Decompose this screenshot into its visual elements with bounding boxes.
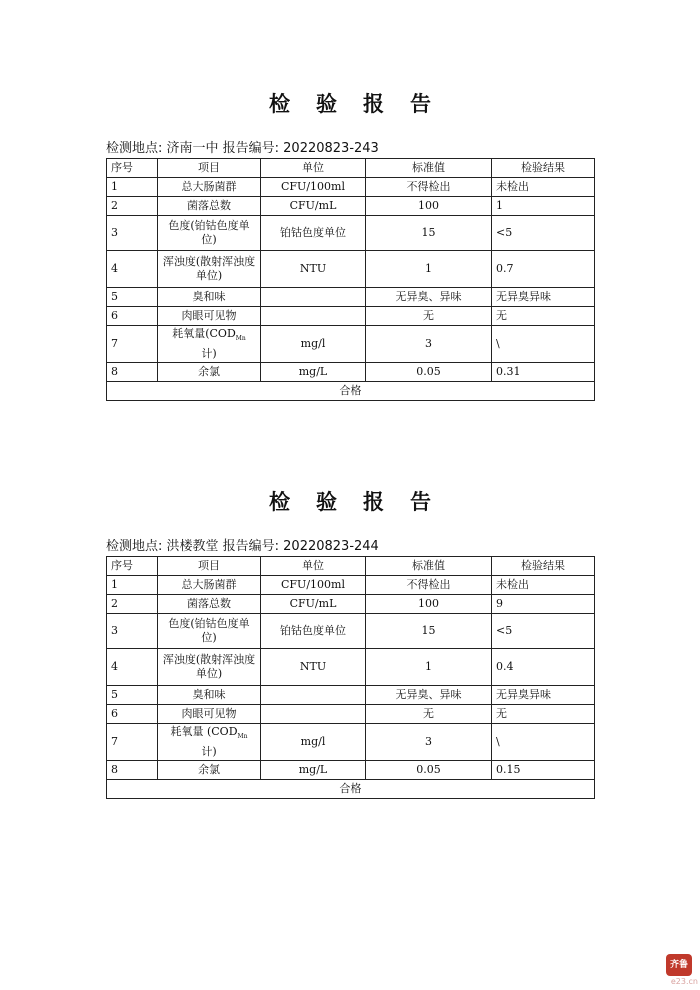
table-cell: 3 [366, 326, 492, 363]
table-cell: mg/L [261, 363, 366, 382]
table-cell: 4 [107, 251, 158, 288]
table-cell: CFU/mL [261, 197, 366, 216]
table-cell: 7 [107, 724, 158, 761]
table-cell: mg/l [261, 326, 366, 363]
table-cell: 未检出 [492, 576, 595, 595]
conclusion-row [107, 382, 595, 401]
table-cell: 100 [366, 595, 492, 614]
table-row [107, 576, 595, 595]
table-row [107, 705, 595, 724]
table-cell: 0.05 [366, 761, 492, 780]
header-cell: 标准值 [366, 557, 492, 576]
table-row [107, 251, 595, 288]
table-row [107, 649, 595, 686]
table-cell: 耗氧量($COD_{Mn}$ 计) [158, 326, 261, 363]
conclusion-cell: 合格 [107, 382, 595, 401]
conclusion-row [107, 780, 595, 799]
table-cell: 不得检出 [366, 576, 492, 595]
table-cell: 菌落总数 [158, 595, 261, 614]
table-row [107, 724, 595, 761]
report-meta: 检测地点: 洪楼教堂 报告编号: 20220823-244 [106, 539, 379, 554]
table-cell: 未检出 [492, 178, 595, 197]
table-row [107, 614, 595, 649]
table-cell: 臭和味 [158, 686, 261, 705]
header-cell: 序号 [107, 159, 158, 178]
table-cell: 7 [107, 326, 158, 363]
table-cell [261, 307, 366, 326]
table-cell: 臭和味 [158, 288, 261, 307]
watermark-stamp-icon: 齐鲁 [666, 954, 692, 976]
table-header-row [107, 557, 595, 576]
table-cell: 菌落总数 [158, 197, 261, 216]
inspection-table [106, 158, 595, 401]
table-cell: mg/l [261, 724, 366, 761]
table-cell: 0.05 [366, 363, 492, 382]
table-cell: 1 [366, 649, 492, 686]
table-cell: 铂钴色度单位 [261, 216, 366, 251]
table-cell: 浑浊度(散射浑浊度单位) [158, 649, 261, 686]
table-cell: 耗氧量 ($COD_{Mn}$ 计) [158, 724, 261, 761]
table-cell: 无异臭、异味 [366, 686, 492, 705]
table-row [107, 216, 595, 251]
table-cell [261, 686, 366, 705]
table-cell: 余氯 [158, 363, 261, 382]
table-cell: 无异臭、异味 [366, 288, 492, 307]
table-cell: 0.4 [492, 649, 595, 686]
table-cell: \ [492, 724, 595, 761]
table-cell: 2 [107, 197, 158, 216]
inspection-table [106, 556, 595, 799]
report-title: 检验报告 [269, 91, 457, 116]
table-cell: 不得检出 [366, 178, 492, 197]
table-cell: 9 [492, 595, 595, 614]
header-cell: 单位 [261, 159, 366, 178]
table-cell: 3 [366, 724, 492, 761]
table-cell: 6 [107, 705, 158, 724]
table-cell: 1 [366, 251, 492, 288]
table-cell: 6 [107, 307, 158, 326]
table-cell: CFU/100ml [261, 178, 366, 197]
table-cell: CFU/mL [261, 595, 366, 614]
table-cell: 肉眼可见物 [158, 307, 261, 326]
table-cell: 总大肠菌群 [158, 576, 261, 595]
table-cell: 8 [107, 761, 158, 780]
table-cell: \ [492, 326, 595, 363]
table-cell [261, 288, 366, 307]
table-cell: 1 [492, 197, 595, 216]
report-2 [106, 486, 594, 799]
header-cell: 检验结果 [492, 159, 595, 178]
table-row [107, 686, 595, 705]
table-cell: 15 [366, 614, 492, 649]
table-cell: 余氯 [158, 761, 261, 780]
table-cell: 3 [107, 614, 158, 649]
table-cell: 0.7 [492, 251, 595, 288]
table-cell: 无 [492, 307, 595, 326]
conclusion-cell: 合格 [107, 780, 595, 799]
table-cell: <5 [492, 216, 595, 251]
table-cell: 0.15 [492, 761, 595, 780]
report-title: 检验报告 [269, 489, 457, 514]
table-cell [261, 705, 366, 724]
table-cell: mg/L [261, 761, 366, 780]
table-row [107, 595, 595, 614]
table-cell: 浑浊度(散射浑浊度单位) [158, 251, 261, 288]
table-cell: 8 [107, 363, 158, 382]
table-cell: 无 [366, 307, 492, 326]
table-row [107, 307, 595, 326]
header-cell: 项目 [158, 557, 261, 576]
table-row [107, 288, 595, 307]
table-cell: 15 [366, 216, 492, 251]
table-cell: 100 [366, 197, 492, 216]
watermark-text: e23.cn [670, 977, 698, 986]
table-cell: 3 [107, 216, 158, 251]
header-cell: 标准值 [366, 159, 492, 178]
table-cell: 1 [107, 178, 158, 197]
table-cell: <5 [492, 614, 595, 649]
table-cell: 色度(铂钴色度单位) [158, 614, 261, 649]
table-row [107, 363, 595, 382]
table-cell: 无 [492, 705, 595, 724]
table-cell: CFU/100ml [261, 576, 366, 595]
table-row [107, 326, 595, 363]
header-cell: 项目 [158, 159, 261, 178]
table-cell: 1 [107, 576, 158, 595]
header-cell: 序号 [107, 557, 158, 576]
table-row [107, 178, 595, 197]
table-cell: 肉眼可见物 [158, 705, 261, 724]
table-cell: NTU [261, 649, 366, 686]
table-cell: 无异臭异味 [492, 686, 595, 705]
table-row [107, 197, 595, 216]
table-cell: 总大肠菌群 [158, 178, 261, 197]
table-cell: 无 [366, 705, 492, 724]
table-cell: 2 [107, 595, 158, 614]
table-header-row [107, 159, 595, 178]
table-cell: 4 [107, 649, 158, 686]
table-row [107, 761, 595, 780]
table-cell: 5 [107, 288, 158, 307]
header-cell: 单位 [261, 557, 366, 576]
table-cell: NTU [261, 251, 366, 288]
report-1 [106, 88, 594, 401]
header-cell: 检验结果 [492, 557, 595, 576]
table-cell: 5 [107, 686, 158, 705]
table-cell: 无异臭异味 [492, 288, 595, 307]
report-meta: 检测地点: 济南一中 报告编号: 20220823-243 [106, 141, 379, 156]
table-cell: 色度(铂钴色度单位) [158, 216, 261, 251]
table-cell: 铂钴色度单位 [261, 614, 366, 649]
table-cell: 0.31 [492, 363, 595, 382]
